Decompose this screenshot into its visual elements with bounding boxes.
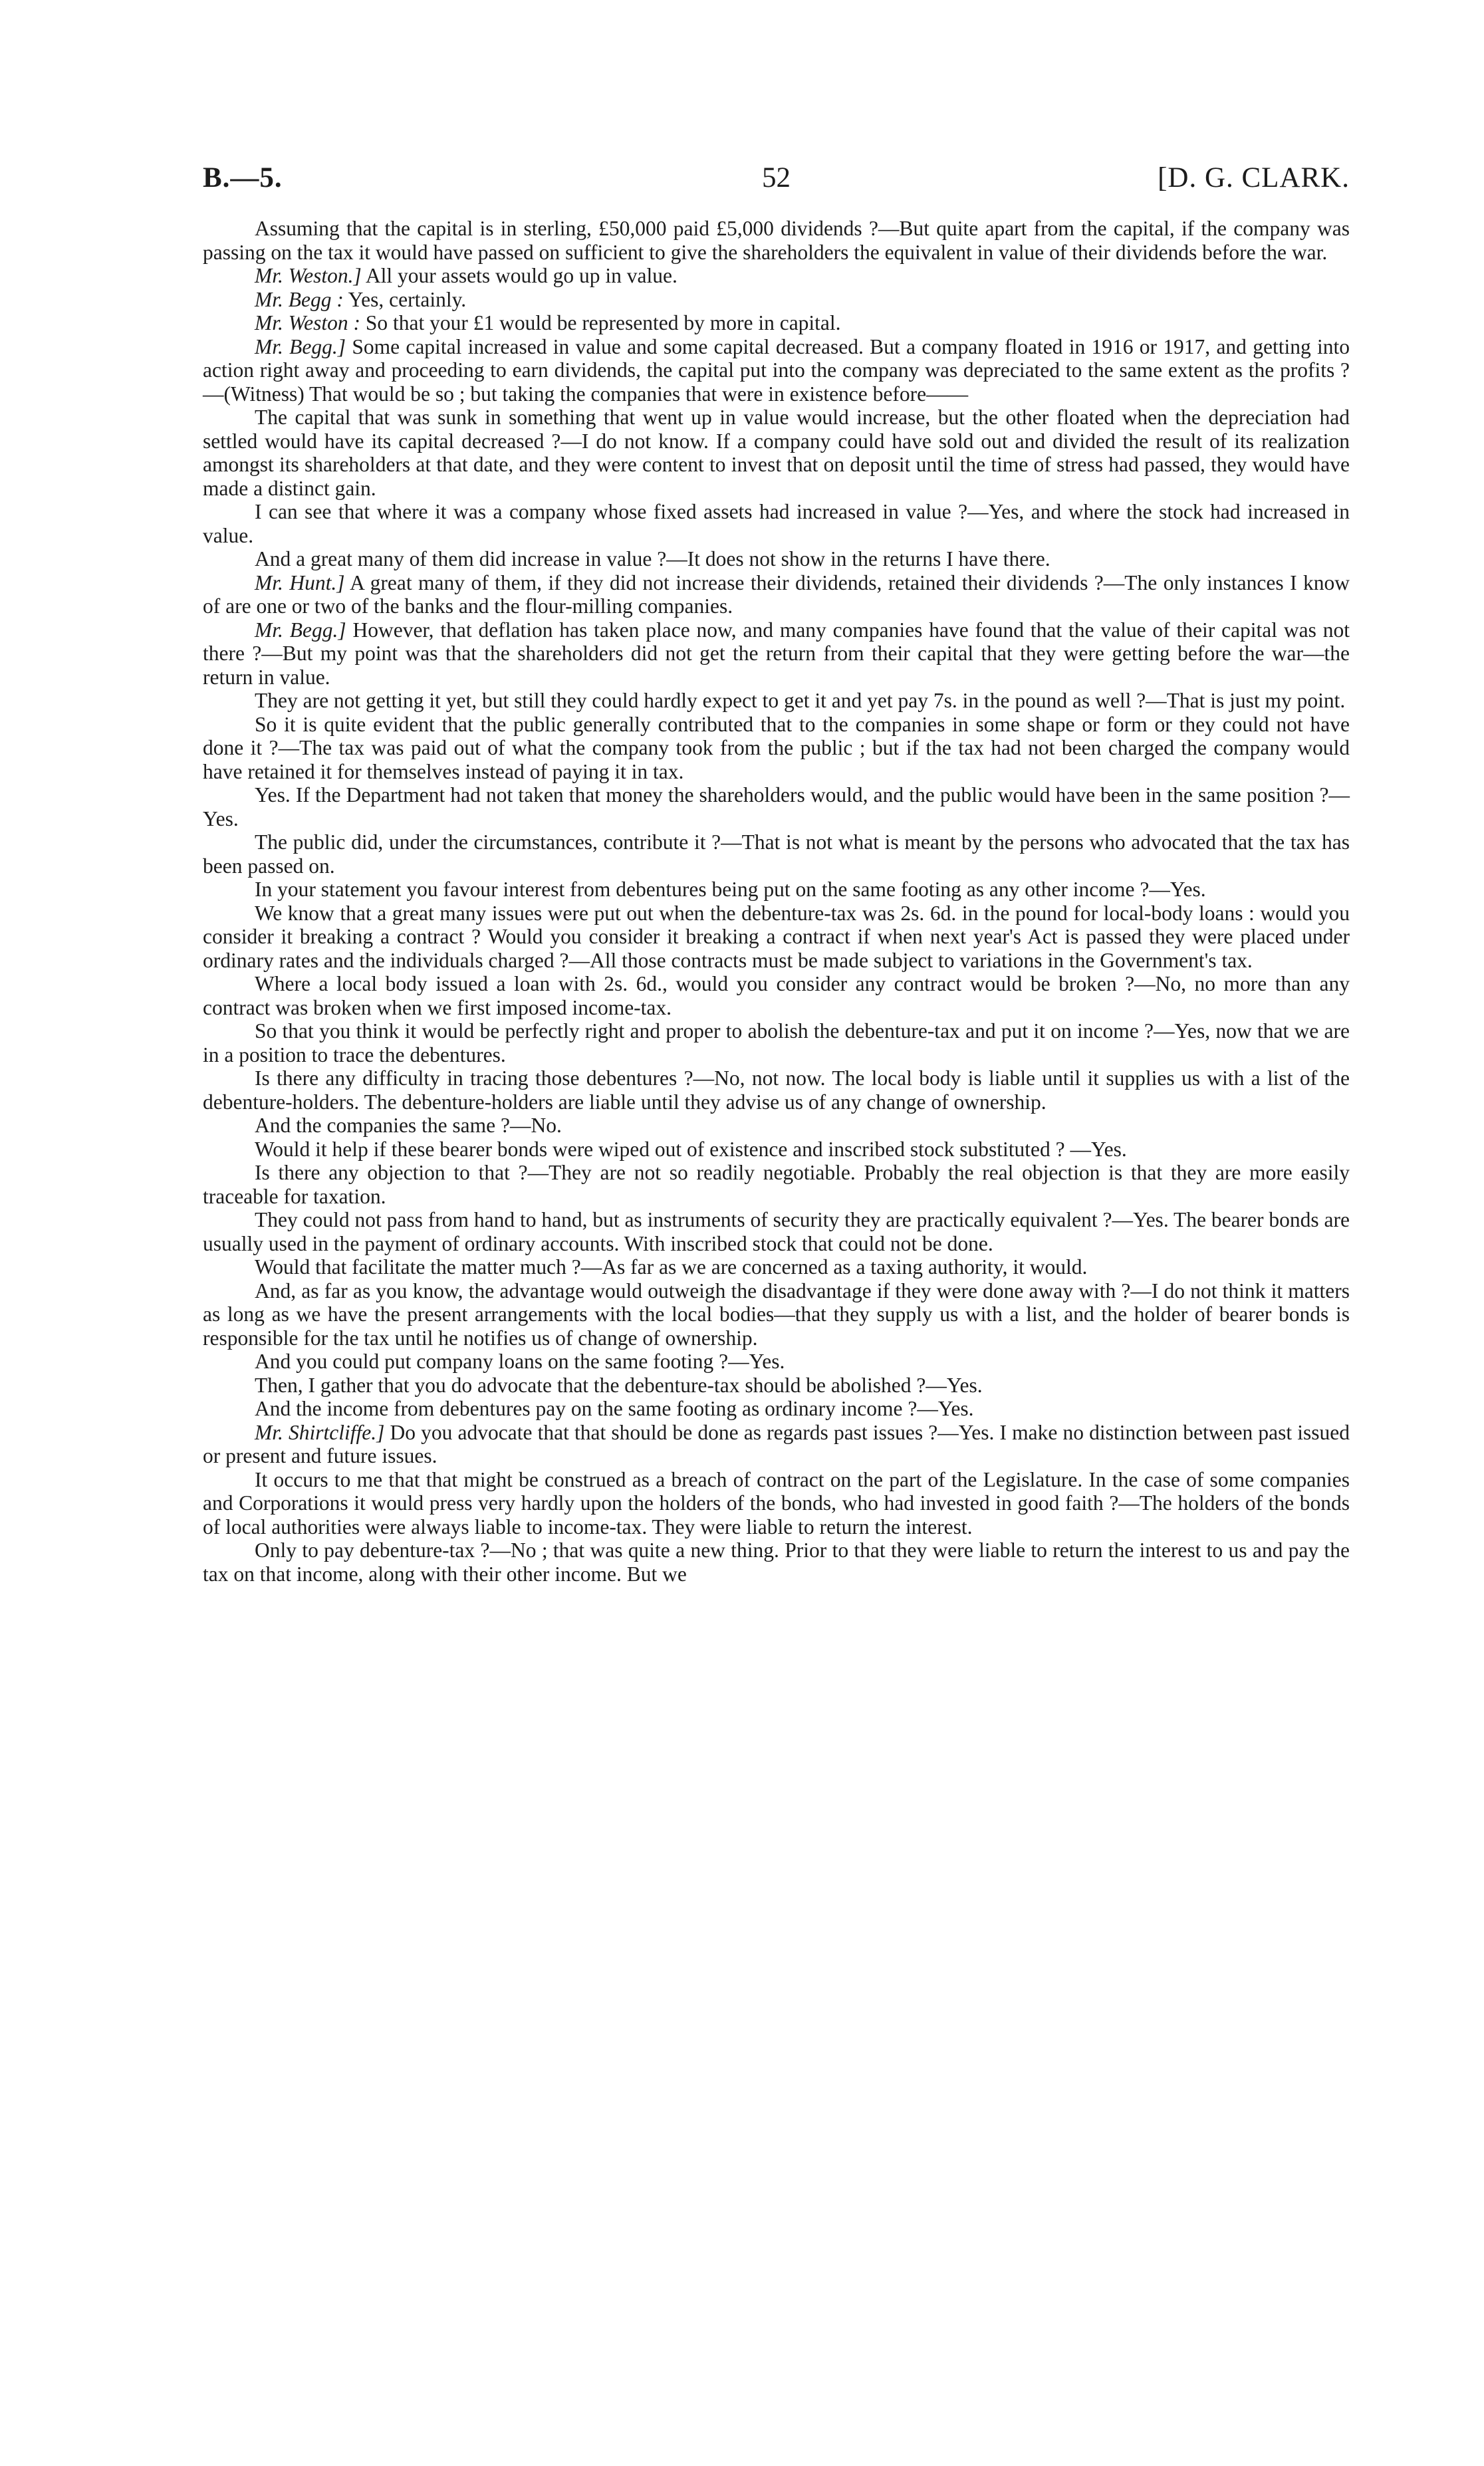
testimony-paragraph <box>203 288 1350 312</box>
testimony-paragraph <box>203 1138 1350 1162</box>
testimony-paragraph <box>203 1208 1350 1255</box>
paragraph-text: Some capital increased in value and some capital decreased. But a company floated in 1916 or 1917, and getting into action right away and proceeding to earn dividends, the capital put into the company was depreciated to the same extent as the profits ?—(Witness) That would be so ; but taking the companies that were in existence before—— <box>203 334 1350 406</box>
paragraph-text: So that you think it would be perfectly right and proper to abolish the debenture-tax and put it on income ?—Yes, now that we are in a position to trace the debentures. <box>203 1019 1350 1066</box>
witness-name: [D. G. CLARK. <box>1158 162 1350 193</box>
paragraph-text: Where a local body issued a loan with 2s. 6d., would you consider any contract would be broken ?—No, no more than any contract was broken when we first imposed income-tax. <box>203 972 1350 1019</box>
paragraph-text: And, as far as you know, the advantage would outweigh the disadvantage if they were done away with ?—I do not think it matters as long as we have the present arrangements with the local bodies—that they supply us with a list, and the holder of bearer bonds is responsible for the tax until he notifies us of change of ownership. <box>203 1279 1350 1350</box>
testimony-paragraph <box>203 878 1350 902</box>
paragraph-text: The public did, under the circumstances, contribute it ?—That is not what is meant by the persons who advocated that the tax has been passed on. <box>203 830 1350 878</box>
testimony-paragraph <box>203 1468 1350 1539</box>
paragraph-text: Would that facilitate the matter much ?—As far as we are concerned as a taxing authority, it would. <box>255 1255 1088 1279</box>
paragraph-text: Only to pay debenture-tax ?—No ; that was quite a new thing. Prior to that they were liable to return the interest to us and pay the tax on that income, along with their other income. But we <box>203 1539 1350 1586</box>
speaker-name: Mr. Begg.] <box>255 334 346 358</box>
testimony-paragraph <box>203 571 1350 618</box>
page-header <box>203 158 1350 198</box>
speaker-name: Mr. Hunt.] <box>255 570 345 594</box>
testimony-paragraph <box>203 1114 1350 1138</box>
paragraph-text: They are not getting it yet, but still they could hardly expect to get it and yet pay 7s. in the pound as well ?—That is just my point. <box>255 689 1346 712</box>
paragraph-text: Then, I gather that you do advocate that the debenture-tax should be abolished ?—Yes. <box>255 1373 983 1397</box>
paragraph-text: It occurs to me that that might be construed as a breach of contract on the part of the Legislature. In the case of some companies and Corporations it would press very hardly upon the holders of the bonds, who had invested in good faith ?—The holders of the bonds of local authorities were always liable to income-tax. They were liable to return the interest. <box>203 1467 1350 1539</box>
testimony-paragraph <box>203 335 1350 406</box>
page-number: 52 <box>762 162 791 193</box>
paragraph-text: Is there any difficulty in tracing those debentures ?—No, not now. The local body is liable until it supplies us with a list of the debenture-holders. The debenture-holders are liable until they advise us of any change of ownership. <box>203 1066 1350 1114</box>
speaker-name: Mr. Weston : <box>255 311 360 334</box>
paragraph-text: All your assets would go up in value. <box>361 264 678 287</box>
testimony-paragraph <box>203 783 1350 830</box>
paragraph-text: The capital that was sunk in something that went up in value would increase, but the other floated when the depreciation had settled would have its capital decreased ?—I do not know. If a company could have sold out and divided the result of its realization amongst its shareholders at that date, and they were content to invest that on deposit until the time of stress had passed, they would have made a distinct gain. <box>203 406 1350 500</box>
paragraph-text: And the companies the same ?—No. <box>255 1114 562 1137</box>
paragraph-text: We know that a great many issues were put out when the debenture-tax was 2s. 6d. in the pound for local-body loans : would you consider it breaking a contract ? Would you consider it breaking a contract if when next year's Act is passed they were placed under ordinary rates and the individuals charged ?—All those contracts must be made subject to variations in the Government's tax. <box>203 901 1350 972</box>
paragraph-text: Would it help if these bearer bonds were wiped out of existence and inscribed stock substituted ? —Yes. <box>255 1137 1127 1161</box>
testimony-paragraph <box>203 689 1350 713</box>
testimony-body <box>203 217 1350 1586</box>
testimony-paragraph <box>203 1279 1350 1350</box>
testimony-paragraph <box>203 264 1350 288</box>
testimony-paragraph <box>203 830 1350 878</box>
paragraph-text: I can see that where it was a company whose fixed assets had increased in value ?—Yes, and where the stock had increased in value. <box>203 500 1350 547</box>
speaker-name: Mr. Begg : <box>255 287 344 311</box>
paragraph-text: And you could put company loans on the same footing ?—Yes. <box>255 1350 785 1373</box>
testimony-paragraph <box>203 1255 1350 1279</box>
testimony-paragraph <box>203 1421 1350 1468</box>
testimony-paragraph <box>203 902 1350 973</box>
testimony-paragraph <box>203 406 1350 500</box>
testimony-paragraph <box>203 1066 1350 1114</box>
testimony-paragraph <box>203 1539 1350 1586</box>
testimony-paragraph <box>203 1350 1350 1374</box>
paragraph-text: And the income from debentures pay on the same footing as ordinary income ?—Yes. <box>255 1397 974 1420</box>
testimony-paragraph <box>203 500 1350 547</box>
paragraph-text: In your statement you favour interest from debentures being put on the same footing as any other income ?—Yes. <box>255 878 1206 901</box>
testimony-paragraph <box>203 1161 1350 1208</box>
testimony-paragraph <box>203 547 1350 571</box>
paragraph-text: And a great many of them did increase in value ?—It does not show in the returns I have there. <box>255 547 1051 570</box>
speaker-name: Mr. Shirtcliffe.] <box>255 1420 385 1444</box>
testimony-paragraph <box>203 618 1350 689</box>
paragraph-text: Is there any objection to that ?—They are not so readily negotiable. Probably the real objection is that they are more easily traceable for taxation. <box>203 1161 1350 1208</box>
document-reference: B.—5. <box>203 162 283 193</box>
testimony-paragraph <box>203 1019 1350 1066</box>
paragraph-text: Do you advocate that that should be done as regards past issues ?—Yes. I make no distinction between past issued or present and future issues. <box>203 1420 1350 1467</box>
speaker-name: Mr. Begg.] <box>255 618 346 642</box>
paragraph-text: Yes, certainly. <box>343 287 467 311</box>
paragraph-text: A great many of them, if they did not increase their dividends, retained their dividends ?—The only instances I know of are one or two of the banks and the flour-milling companies. <box>203 570 1350 618</box>
testimony-paragraph <box>203 972 1350 1019</box>
testimony-paragraph <box>203 713 1350 784</box>
testimony-paragraph <box>203 1374 1350 1398</box>
paragraph-text: Assuming that the capital is in sterling, £50,000 paid £5,000 dividends ?—But quite apart from the capital, if the company was passing on the tax it would have passed on sufficient to give the shareholders the equivalent in value of their dividends before the war. <box>203 217 1350 264</box>
paragraph-text: So that your £1 would be represented by more in capital. <box>360 311 841 334</box>
testimony-paragraph <box>203 217 1350 264</box>
paragraph-text: So it is quite evident that the public generally contributed that to the companies in some shape or form or they could not have done it ?—The tax was paid out of what the company took from the public ; but if the tax had not been charged the company would have retained it for themselves instead of paying it in tax. <box>203 712 1350 783</box>
testimony-paragraph <box>203 311 1350 335</box>
paragraph-text: Yes. If the Department had not taken that money the shareholders would, and the public would have been in the same position ?—Yes. <box>203 783 1350 830</box>
speaker-name: Mr. Weston.] <box>255 264 362 287</box>
paragraph-text: They could not pass from hand to hand, but as instruments of security they are practically equivalent ?—Yes. The bearer bonds are usually used in the payment of ordinary accounts. With inscribed stock that could not be done. <box>203 1208 1350 1255</box>
testimony-paragraph <box>203 1397 1350 1421</box>
paragraph-text: However, that deflation has taken place now, and many companies have found that the value of their capital was not there ?—But my point was that the shareholders did not get the return from their capital that they were getting before the war—the return in value. <box>203 618 1350 689</box>
